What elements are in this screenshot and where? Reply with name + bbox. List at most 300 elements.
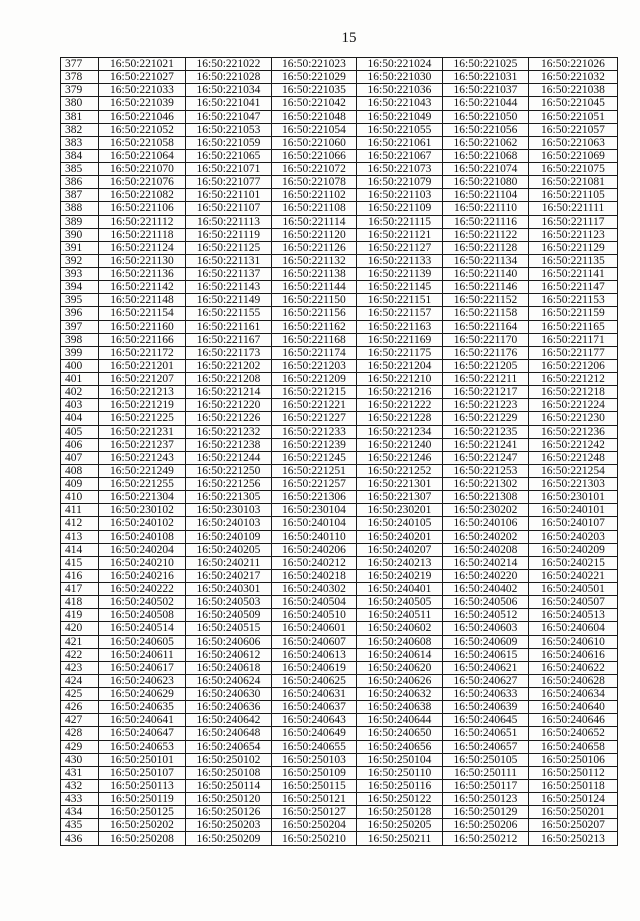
row-number-cell: 407 [61,451,99,464]
table-row [61,491,618,504]
row-number-cell: 385 [61,163,99,176]
code-cell: 16:50:221053 [186,123,272,136]
code-cell: 16:50:240515 [186,622,272,635]
code-cell: 16:50:221148 [99,294,186,307]
code-cell: 16:50:221057 [529,123,618,136]
code-cell: 16:50:221059 [186,136,272,149]
row-number-cell: 397 [61,320,99,333]
table-row [61,294,618,307]
row-number-cell: 434 [61,806,99,819]
code-cell: 16:50:221227 [272,412,357,425]
code-cell: 16:50:240110 [272,530,357,543]
row-number-cell: 436 [61,832,99,846]
code-cell: 16:50:221043 [357,97,443,110]
code-cell: 16:50:221082 [99,189,186,202]
row-number-cell: 415 [61,556,99,569]
code-cell: 16:50:221239 [272,438,357,451]
code-cell: 16:50:250106 [529,753,618,766]
code-cell: 16:50:240216 [99,569,186,582]
code-cell: 16:50:240501 [529,583,618,596]
code-cell: 16:50:240651 [443,727,529,740]
row-number-cell: 389 [61,215,99,228]
table-row [61,425,618,438]
table-row [61,268,618,281]
code-cell: 16:50:250109 [272,766,357,779]
code-cell: 16:50:221201 [99,359,186,372]
code-cell: 16:50:221138 [272,268,357,281]
code-cell: 16:50:250124 [529,793,618,806]
code-cell: 16:50:240650 [357,727,443,740]
code-cell: 16:50:240618 [186,661,272,674]
code-cell: 16:50:240610 [529,635,618,648]
data-table [60,57,618,846]
code-cell: 16:50:221141 [529,268,618,281]
table-row [61,346,618,359]
code-cell: 16:50:221164 [443,320,529,333]
code-cell: 16:50:250205 [357,819,443,832]
row-number-cell: 400 [61,359,99,372]
code-cell: 16:50:240657 [443,740,529,753]
code-cell: 16:50:221167 [186,333,272,346]
row-number-cell: 409 [61,478,99,491]
code-cell: 16:50:250110 [357,766,443,779]
code-cell: 16:50:240505 [357,596,443,609]
code-cell: 16:50:221245 [272,451,357,464]
row-number-cell: 402 [61,386,99,399]
code-cell: 16:50:221168 [272,333,357,346]
code-cell: 16:50:250210 [272,832,357,846]
code-cell: 16:50:221225 [99,412,186,425]
code-cell: 16:50:250123 [443,793,529,806]
row-number-cell: 399 [61,346,99,359]
code-cell: 16:50:221219 [99,399,186,412]
code-cell: 16:50:221078 [272,176,357,189]
row-number-cell: 387 [61,189,99,202]
code-cell: 16:50:221244 [186,451,272,464]
code-cell: 16:50:240301 [186,583,272,596]
code-cell: 16:50:221052 [99,123,186,136]
code-cell: 16:50:230102 [99,504,186,517]
table-row [61,438,618,451]
row-number-cell: 408 [61,464,99,477]
code-cell: 16:50:221156 [272,307,357,320]
data-table-container [60,57,617,846]
row-number-cell: 388 [61,202,99,215]
table-row [61,281,618,294]
code-cell: 16:50:221123 [529,228,618,241]
code-cell: 16:50:240510 [272,609,357,622]
code-cell: 16:50:221030 [357,71,443,84]
table-row [61,714,618,727]
code-cell: 16:50:221022 [186,58,272,71]
code-cell: 16:50:240219 [357,569,443,582]
code-cell: 16:50:221250 [186,464,272,477]
code-cell: 16:50:221253 [443,464,529,477]
code-cell: 16:50:221217 [443,386,529,399]
code-cell: 16:50:221232 [186,425,272,438]
table-row [61,58,618,71]
code-cell: 16:50:221233 [272,425,357,438]
table-row [61,202,618,215]
code-cell: 16:50:221243 [99,451,186,464]
table-row [61,123,618,136]
code-cell: 16:50:221204 [357,359,443,372]
code-cell: 16:50:240642 [186,714,272,727]
code-cell: 16:50:250115 [272,779,357,792]
row-number-cell: 380 [61,97,99,110]
table-row [61,648,618,661]
code-cell: 16:50:240640 [529,701,618,714]
code-cell: 16:50:221242 [529,438,618,451]
code-cell: 16:50:221039 [99,97,186,110]
code-cell: 16:50:221173 [186,346,272,359]
code-cell: 16:50:221124 [99,241,186,254]
row-number-cell: 392 [61,254,99,267]
code-cell: 16:50:250129 [443,806,529,819]
code-cell: 16:50:250116 [357,779,443,792]
code-cell: 16:50:221208 [186,373,272,386]
code-cell: 16:50:240649 [272,727,357,740]
code-cell: 16:50:221249 [99,464,186,477]
table-row [61,84,618,97]
code-cell: 16:50:221046 [99,110,186,123]
code-cell: 16:50:250203 [186,819,272,832]
row-number-cell: 403 [61,399,99,412]
code-cell: 16:50:250209 [186,832,272,846]
code-cell: 16:50:221215 [272,386,357,399]
code-cell: 16:50:221169 [357,333,443,346]
row-number-cell: 422 [61,648,99,661]
code-cell: 16:50:221071 [186,163,272,176]
code-cell: 16:50:240645 [443,714,529,727]
code-cell: 16:50:221203 [272,359,357,372]
code-cell: 16:50:250128 [357,806,443,819]
row-number-cell: 423 [61,661,99,674]
table-row [61,241,618,254]
table-row [61,478,618,491]
code-cell: 16:50:250103 [272,753,357,766]
code-cell: 16:50:221231 [99,425,186,438]
code-cell: 16:50:221254 [529,464,618,477]
code-cell: 16:50:221066 [272,149,357,162]
code-cell: 16:50:250104 [357,753,443,766]
code-cell: 16:50:221146 [443,281,529,294]
code-cell: 16:50:221137 [186,268,272,281]
table-row [61,136,618,149]
table-body [61,58,618,846]
table-row [61,753,618,766]
code-cell: 16:50:221115 [357,215,443,228]
code-cell: 16:50:221252 [357,464,443,477]
code-cell: 16:50:221251 [272,464,357,477]
row-number-cell: 431 [61,766,99,779]
code-cell: 16:50:221105 [529,189,618,202]
code-cell: 16:50:240643 [272,714,357,727]
code-cell: 16:50:221157 [357,307,443,320]
row-number-cell: 390 [61,228,99,241]
code-cell: 16:50:221034 [186,84,272,97]
code-cell: 16:50:240509 [186,609,272,622]
code-cell: 16:50:240625 [272,674,357,687]
code-cell: 16:50:240653 [99,740,186,753]
row-number-cell: 429 [61,740,99,753]
code-cell: 16:50:221210 [357,373,443,386]
code-cell: 16:50:250101 [99,753,186,766]
code-cell: 16:50:240511 [357,609,443,622]
code-cell: 16:50:221062 [443,136,529,149]
code-cell: 16:50:250213 [529,832,618,846]
code-cell: 16:50:221109 [357,202,443,215]
code-cell: 16:50:240101 [529,504,618,517]
code-cell: 16:50:221305 [186,491,272,504]
code-cell: 16:50:240603 [443,622,529,635]
code-cell: 16:50:221303 [529,478,618,491]
code-cell: 16:50:240220 [443,569,529,582]
code-cell: 16:50:250117 [443,779,529,792]
row-number-cell: 433 [61,793,99,806]
code-cell: 16:50:221306 [272,491,357,504]
row-number-cell: 421 [61,635,99,648]
code-cell: 16:50:221077 [186,176,272,189]
table-row [61,806,618,819]
table-row [61,661,618,674]
code-cell: 16:50:240217 [186,569,272,582]
row-number-cell: 386 [61,176,99,189]
table-row [61,254,618,267]
code-cell: 16:50:240607 [272,635,357,648]
code-cell: 16:50:221170 [443,333,529,346]
row-number-cell: 404 [61,412,99,425]
code-cell: 16:50:250112 [529,766,618,779]
table-row [61,215,618,228]
code-cell: 16:50:221237 [99,438,186,451]
code-cell: 16:50:240633 [443,688,529,701]
code-cell: 16:50:221104 [443,189,529,202]
code-cell: 16:50:240108 [99,530,186,543]
code-cell: 16:50:221122 [443,228,529,241]
code-cell: 16:50:221102 [272,189,357,202]
code-cell: 16:50:221224 [529,399,618,412]
table-row [61,596,618,609]
code-cell: 16:50:221236 [529,425,618,438]
code-cell: 16:50:221145 [357,281,443,294]
table-row [61,740,618,753]
code-cell: 16:50:221111 [529,202,618,215]
code-cell: 16:50:221134 [443,254,529,267]
row-number-cell: 419 [61,609,99,622]
code-cell: 16:50:240658 [529,740,618,753]
code-cell: 16:50:240624 [186,674,272,687]
code-cell: 16:50:240506 [443,596,529,609]
code-cell: 16:50:221135 [529,254,618,267]
table-row [61,412,618,425]
table-row [61,176,618,189]
code-cell: 16:50:240109 [186,530,272,543]
row-number-cell: 414 [61,543,99,556]
table-row [61,373,618,386]
code-cell: 16:50:250121 [272,793,357,806]
code-cell: 16:50:221036 [357,84,443,97]
table-row [61,163,618,176]
code-cell: 16:50:240514 [99,622,186,635]
code-cell: 16:50:240102 [99,517,186,530]
code-cell: 16:50:240609 [443,635,529,648]
table-row [61,583,618,596]
code-cell: 16:50:240655 [272,740,357,753]
code-cell: 16:50:240201 [357,530,443,543]
code-cell: 16:50:221248 [529,451,618,464]
code-cell: 16:50:221302 [443,478,529,491]
code-cell: 16:50:240616 [529,648,618,661]
code-cell: 16:50:221149 [186,294,272,307]
code-cell: 16:50:221075 [529,163,618,176]
table-row [61,359,618,372]
code-cell: 16:50:221226 [186,412,272,425]
table-row [61,451,618,464]
code-cell: 16:50:240508 [99,609,186,622]
code-cell: 16:50:250102 [186,753,272,766]
row-number-cell: 382 [61,123,99,136]
code-cell: 16:50:221257 [272,478,357,491]
code-cell: 16:50:221073 [357,163,443,176]
code-cell: 16:50:250122 [357,793,443,806]
code-cell: 16:50:221108 [272,202,357,215]
table-row [61,149,618,162]
table-row [61,766,618,779]
code-cell: 16:50:221055 [357,123,443,136]
code-cell: 16:50:221060 [272,136,357,149]
code-cell: 16:50:221207 [99,373,186,386]
code-cell: 16:50:240648 [186,727,272,740]
code-cell: 16:50:250120 [186,793,272,806]
code-cell: 16:50:240507 [529,596,618,609]
code-cell: 16:50:221214 [186,386,272,399]
code-cell: 16:50:240656 [357,740,443,753]
table-row [61,517,618,530]
code-cell: 16:50:221068 [443,149,529,162]
row-number-cell: 395 [61,294,99,307]
code-cell: 16:50:240604 [529,622,618,635]
code-cell: 16:50:240644 [357,714,443,727]
code-cell: 16:50:240205 [186,543,272,556]
table-row [61,320,618,333]
row-number-cell: 411 [61,504,99,517]
code-cell: 16:50:240602 [357,622,443,635]
table-row [61,609,618,622]
code-cell: 16:50:221118 [99,228,186,241]
code-cell: 16:50:240634 [529,688,618,701]
table-row [61,97,618,110]
code-cell: 16:50:240104 [272,517,357,530]
table-row [61,635,618,648]
code-cell: 16:50:221058 [99,136,186,149]
page-number: 15 [341,30,357,46]
code-cell: 16:50:221307 [357,491,443,504]
code-cell: 16:50:221117 [529,215,618,228]
code-cell: 16:50:221081 [529,176,618,189]
code-cell: 16:50:240614 [357,648,443,661]
code-cell: 16:50:240632 [357,688,443,701]
code-cell: 16:50:221023 [272,58,357,71]
code-cell: 16:50:221125 [186,241,272,254]
code-cell: 16:50:240629 [99,688,186,701]
code-cell: 16:50:221103 [357,189,443,202]
code-cell: 16:50:240639 [443,701,529,714]
code-cell: 16:50:240214 [443,556,529,569]
code-cell: 16:50:221044 [443,97,529,110]
code-cell: 16:50:250204 [272,819,357,832]
code-cell: 16:50:240504 [272,596,357,609]
code-cell: 16:50:240612 [186,648,272,661]
code-cell: 16:50:221028 [186,71,272,84]
table-row [61,543,618,556]
code-cell: 16:50:240622 [529,661,618,674]
table-row [61,399,618,412]
code-cell: 16:50:221113 [186,215,272,228]
code-cell: 16:50:250114 [186,779,272,792]
table-row [61,71,618,84]
code-cell: 16:50:221171 [529,333,618,346]
code-cell: 16:50:221033 [99,84,186,97]
code-cell: 16:50:240213 [357,556,443,569]
code-cell: 16:50:221154 [99,307,186,320]
row-number-cell: 430 [61,753,99,766]
code-cell: 16:50:221025 [443,58,529,71]
code-cell: 16:50:221047 [186,110,272,123]
code-cell: 16:50:221072 [272,163,357,176]
code-cell: 16:50:221116 [443,215,529,228]
code-cell: 16:50:221080 [443,176,529,189]
code-cell: 16:50:221026 [529,58,618,71]
row-number-cell: 406 [61,438,99,451]
code-cell: 16:50:221247 [443,451,529,464]
table-row [61,622,618,635]
row-number-cell: 379 [61,84,99,97]
code-cell: 16:50:221175 [357,346,443,359]
code-cell: 16:50:250119 [99,793,186,806]
row-number-cell: 381 [61,110,99,123]
code-cell: 16:50:221222 [357,399,443,412]
code-cell: 16:50:221114 [272,215,357,228]
table-row [61,701,618,714]
table-row [61,530,618,543]
code-cell: 16:50:221176 [443,346,529,359]
code-cell: 16:50:240647 [99,727,186,740]
code-cell: 16:50:221067 [357,149,443,162]
code-cell: 16:50:221045 [529,97,618,110]
code-cell: 16:50:221206 [529,359,618,372]
code-cell: 16:50:250201 [529,806,618,819]
code-cell: 16:50:221049 [357,110,443,123]
code-cell: 16:50:221031 [443,71,529,84]
code-cell: 16:50:240103 [186,517,272,530]
code-cell: 16:50:221042 [272,97,357,110]
code-cell: 16:50:240221 [529,569,618,582]
code-cell: 16:50:221032 [529,71,618,84]
code-cell: 16:50:221205 [443,359,529,372]
code-cell: 16:50:221063 [529,136,618,149]
row-number-cell: 410 [61,491,99,504]
code-cell: 16:50:240601 [272,622,357,635]
code-cell: 16:50:250207 [529,819,618,832]
code-cell: 16:50:221121 [357,228,443,241]
code-cell: 16:50:250212 [443,832,529,846]
code-cell: 16:50:230101 [529,491,618,504]
code-cell: 16:50:240605 [99,635,186,648]
code-cell: 16:50:240502 [99,596,186,609]
code-cell: 16:50:221238 [186,438,272,451]
code-cell: 16:50:250107 [99,766,186,779]
